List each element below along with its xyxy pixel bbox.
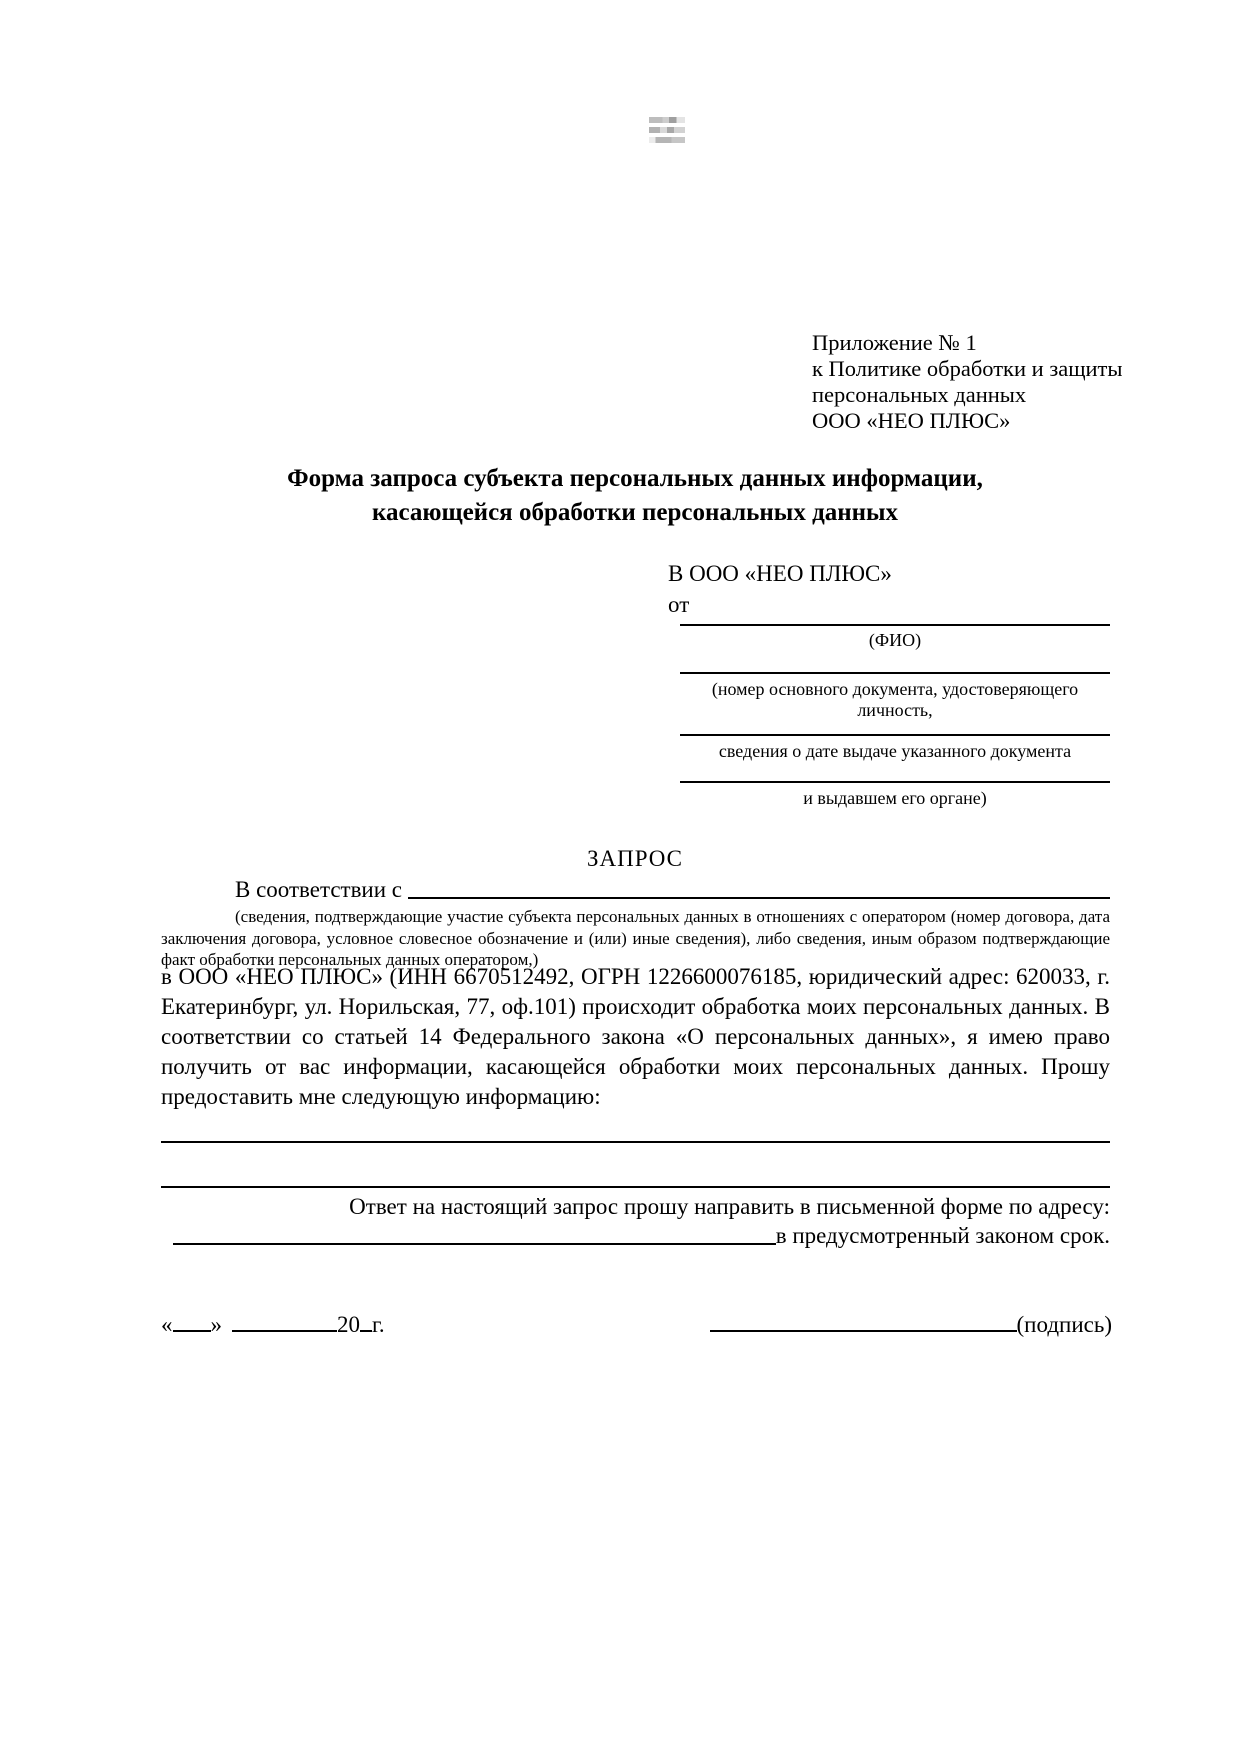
addressee-company: В ООО «НЕО ПЛЮС» [668, 561, 892, 586]
scan-artifact-stripe [649, 127, 685, 133]
accordance-label: В соответствии с [235, 877, 408, 902]
request-body-paragraph: в ООО «НЕО ПЛЮС» (ИНН 6670512492, ОГРН 1226600076185, юридический адрес: 620033, г. Екатеринбург, ул. Норильская, 77, оф.101) происходит обработка моих персональных данных. В соответствии со статьей 14 Федерального закона «О персональных данных», я имею право получить от вас информации, касающейся обработки моих персональных данных. Прошу предоставить мне следующую информацию: [161, 964, 1110, 1109]
year-prefix: 20 [337, 1312, 360, 1337]
information-blank-line-1 [161, 1141, 1110, 1143]
request-heading: ЗАПРОС [586, 846, 684, 871]
information-blank-line-2 [161, 1186, 1110, 1188]
appendix-note-line: Приложение № 1 [812, 330, 977, 355]
document-issuer-caption: и выдавшем его органе) [803, 788, 987, 808]
signature-row [161, 1312, 1112, 1338]
year-blank-line [360, 1316, 372, 1332]
era-label: г. [372, 1312, 385, 1337]
signature-blank-line [710, 1316, 1017, 1332]
document-issuer-blank-line [680, 781, 1110, 783]
close-quote: » [210, 1312, 222, 1337]
scan-artifact-image [649, 117, 685, 145]
accordance-footnote: (сведения, подтверждающие участие субъекта персональных данных в отношениях с оператором (номер договора, дата заключения договора, условное словесное обозначение и (или) иные сведения), либо сведения, иным образом подтверждающие факт обработки персональных данных оператором,) [161, 907, 1110, 969]
reply-tail-text: в предусмотренный законом срок. [775, 1223, 1110, 1248]
addressee-from-label: от [668, 592, 690, 617]
fio-blank-line [680, 624, 1110, 626]
accordance-row [161, 877, 1110, 903]
document-number-blank-line [680, 672, 1110, 674]
document-title-line: касающейся обработки персональных данных [371, 499, 899, 526]
scan-artifact-stripe [649, 117, 685, 123]
fio-caption: (ФИО) [868, 630, 922, 650]
reply-address-row [173, 1223, 1110, 1249]
signature-blank-group [710, 1312, 1112, 1338]
document-date-caption: сведения о дате выдаче указанного документа [718, 741, 1072, 761]
appendix-note-line: персональных данных [812, 382, 1027, 407]
date-blank-group [161, 1312, 385, 1338]
day-blank-line [173, 1316, 211, 1332]
reply-address-blank-line [173, 1223, 776, 1245]
reply-address-sentence: Ответ на настоящий запрос прошу направить в письменной форме по адресу: [349, 1194, 1110, 1219]
appendix-note-line: к Политике обработки и защиты [812, 356, 1123, 381]
month-blank-line [232, 1316, 337, 1332]
accordance-blank-line [408, 877, 1110, 899]
open-quote: « [161, 1312, 173, 1337]
document-date-blank-line [680, 734, 1110, 736]
document-title-line: Форма запроса субъекта персональных данных информации, [287, 465, 983, 492]
document-number-caption: (номер основного документа, удостоверяющего личность, [711, 679, 1079, 720]
appendix-note-line: ООО «НЕО ПЛЮС» [812, 408, 1011, 433]
document-title [160, 462, 1110, 530]
scan-artifact-stripe [649, 137, 685, 143]
appendix-note [812, 330, 1123, 434]
signature-caption: (подпись) [1016, 1312, 1112, 1337]
